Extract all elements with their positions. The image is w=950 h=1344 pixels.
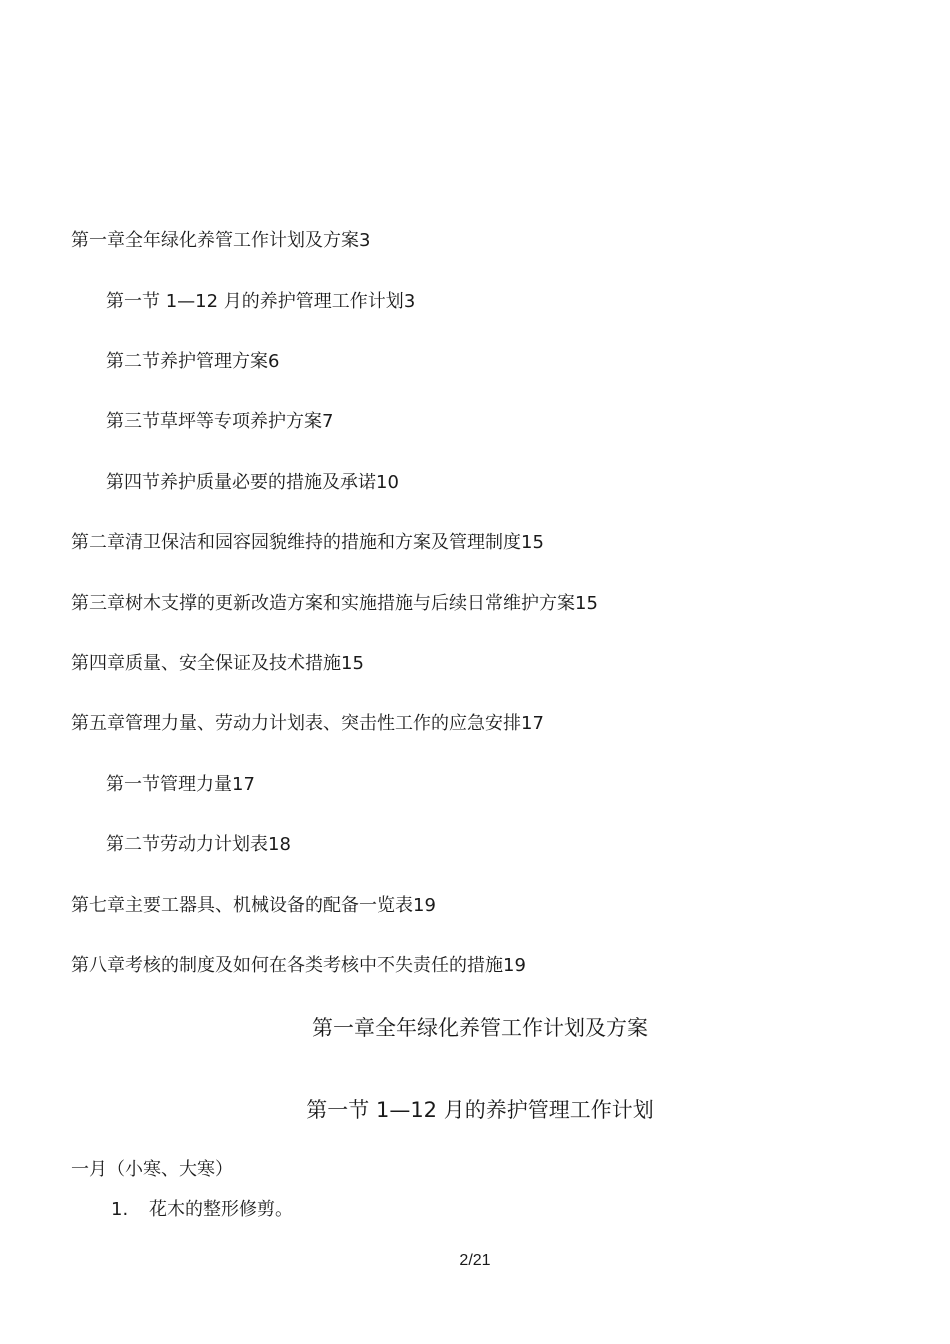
- toc-entry-page: 6: [268, 351, 280, 372]
- chapter-heading-text: 第一章全年绿化养管工作计划及方案: [312, 1016, 648, 1040]
- toc-entry-title: 第一章全年绿化养管工作计划及方案: [71, 230, 359, 251]
- toc-entry-title: 第二章清卫保洁和园容园貌维持的措施和方案及管理制度: [71, 532, 521, 553]
- toc-entry[interactable]: [106, 410, 333, 434]
- toc-entry[interactable]: [71, 652, 364, 676]
- toc-entry[interactable]: [71, 894, 436, 918]
- toc-entry[interactable]: [106, 773, 255, 797]
- toc-entry[interactable]: [71, 229, 370, 253]
- toc-entry-page: 17: [521, 713, 544, 734]
- section-heading-text: 第一节 1—12 月的养护管理工作计划: [306, 1098, 654, 1122]
- chapter-heading: [0, 1014, 950, 1042]
- toc-entry-title: 第一节管理力量: [106, 774, 232, 795]
- section-heading: [0, 1096, 950, 1124]
- toc-entry-page: 15: [575, 593, 598, 614]
- toc-entry[interactable]: [71, 954, 526, 978]
- toc-entry-title: 第五章管理力量、劳动力计划表、突击性工作的应急安排: [71, 713, 521, 734]
- toc-entry-page: 19: [413, 895, 436, 916]
- toc-entry-title: 第四节养护质量必要的措施及承诺: [106, 472, 376, 493]
- page-number: 2/21: [459, 1252, 491, 1269]
- toc-entry[interactable]: [106, 290, 415, 314]
- toc-entry-title: 第八章考核的制度及如何在各类考核中不失责任的措施: [71, 955, 503, 976]
- toc-entry[interactable]: [106, 833, 291, 857]
- list-item-text: 花木的整形修剪。: [149, 1199, 293, 1220]
- toc-entry-page: 7: [322, 411, 334, 432]
- toc-entry-title: 第二节劳动力计划表: [106, 834, 268, 855]
- toc-entry-page: 17: [232, 774, 255, 795]
- toc-entry-title: 第七章主要工器具、机械设备的配备一览表: [71, 895, 413, 916]
- toc-entry-page: 3: [403, 291, 416, 312]
- toc-entry-title: 第一节 1—12 月的养护管理工作计划: [106, 291, 404, 312]
- toc-entry[interactable]: [71, 531, 544, 555]
- toc-entry-page: 15: [341, 653, 364, 674]
- toc-entry-title: 第三节草坪等专项养护方案: [106, 411, 322, 432]
- toc-entry[interactable]: [106, 350, 279, 374]
- toc-entry[interactable]: [71, 712, 544, 736]
- toc-entry-page: 19: [503, 955, 526, 976]
- toc-entry[interactable]: [106, 471, 399, 495]
- toc-entry-title: 第四章质量、安全保证及技术措施: [71, 653, 341, 674]
- toc-entry-title: 第二节养护管理方案: [106, 351, 268, 372]
- list-item-number: 1.: [111, 1199, 129, 1220]
- toc-entry-title: 第三章树木支撑的更新改造方案和实施措施与后续日常维护方案: [71, 593, 575, 614]
- toc-entry-page: 3: [359, 230, 371, 251]
- list-item: [111, 1198, 293, 1222]
- toc-entry-page: 18: [268, 834, 291, 855]
- toc-entry[interactable]: [71, 592, 598, 616]
- month-heading: 一月（小寒、大寒）: [71, 1159, 233, 1180]
- toc-entry-page: 15: [521, 532, 544, 553]
- toc-entry-page: 10: [376, 472, 399, 493]
